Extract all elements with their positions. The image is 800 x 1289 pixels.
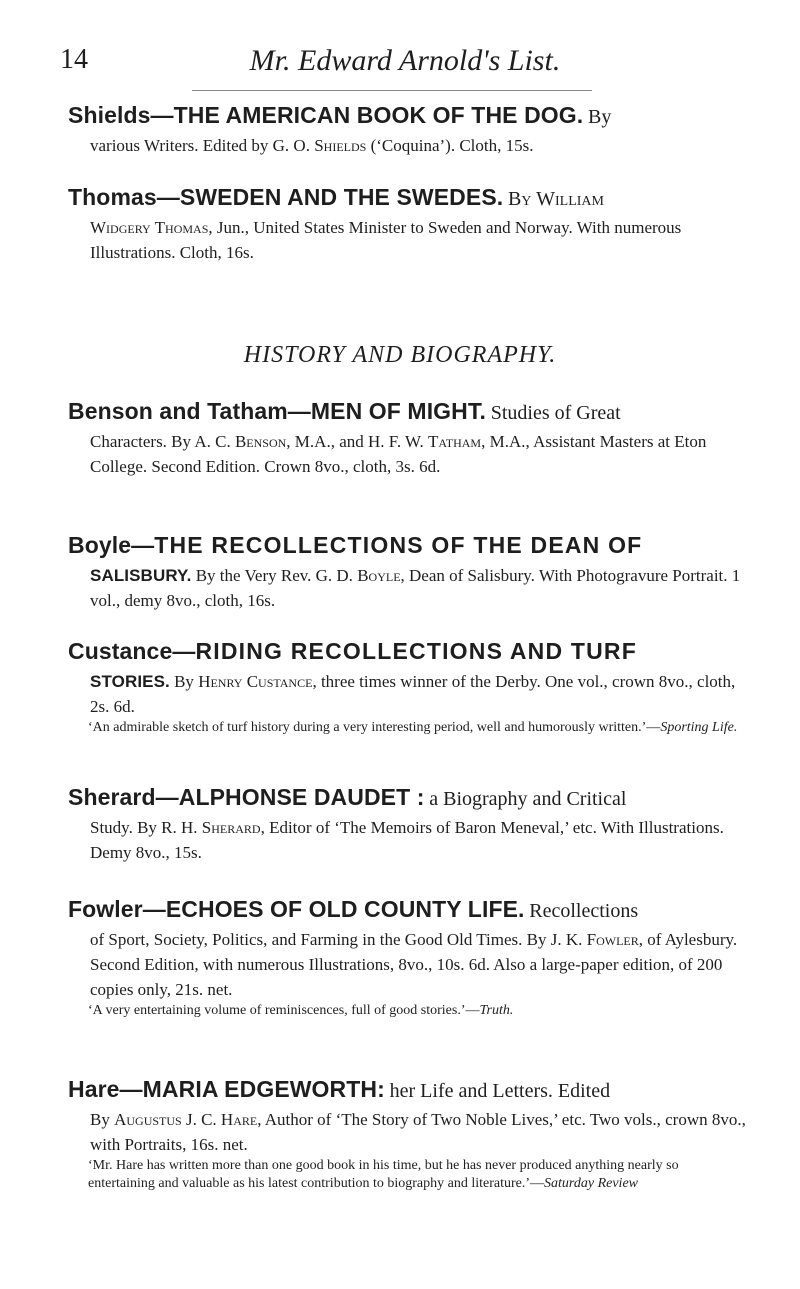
entry-description: By Augustus J. C. Hare, Author of ‘The Story of Two Noble Lives,’ etc. Two vols., crown 8vo., with Portraits, 16s. net. [90,1110,746,1154]
entry-description: Study. By R. H. Sherard, Editor of ‘The Memoirs of Baron Meneval,’ etc. With Illustrations. Demy 8vo., 15s. [90,818,724,862]
entry-heading [68,782,748,815]
entry-title: ALPHONSE DAUDET : [178,784,425,810]
entry-heading-tail: Recollections [529,900,639,922]
entry-title: RIDING RECOLLECTIONS AND TURF [195,638,637,664]
entry-heading-tail: By [588,106,612,128]
entry-description: various Writers. Edited by G. O. Shields (‘Coquina’). Cloth, 15s. [90,136,534,155]
press-source: Truth. [479,1003,514,1018]
entry-description: of Sport, Society, Politics, and Farming in the Good Old Times. By J. K. Fowler, of Aylesbury. Second Edition, with numerous Illustrations, 8vo., 10s. 6d. Also a large-paper edition, of 200 copies only, 21s. net. [90,930,738,999]
press-quote: ‘Mr. Hare has written more than one good book in his time, but he has never produced anything nearly so entertaining and valuable as his latest contribution to biography and literature.’—Saturday Review [88,1158,679,1191]
entry-author: Shields— [68,102,174,128]
entry-description: Characters. By A. C. Benson, M.A., and H. F. W. Tatham, M.A., Assistant Masters at Eton College. Second Edition. Crown 8vo., cloth, 3s. 6d. [90,432,707,476]
running-title: Mr. Edward Arnold's List. [249,44,561,77]
entry-heading [68,636,748,669]
entry-title-continued: SALISBURY. [90,566,192,585]
press-quote: ‘An admirable sketch of turf history during a very interesting period, well and humorously written.’—Sporting Life. [88,720,738,735]
press-quote: ‘A very entertaining volume of reminiscences, full of good stories.’—Truth. [88,1003,514,1018]
book-entry-fowler [68,894,748,1020]
entry-heading-tail: a Biography and Critical [429,788,627,810]
book-entry-shields [68,100,748,158]
book-entry-custance [68,636,748,737]
entry-author: Benson and Tatham— [68,398,311,424]
entry-title: THE RECOLLECTIONS OF THE DEAN OF [154,532,643,558]
entry-author: Boyle— [68,532,155,558]
section-title: HISTORY AND BIOGRAPHY. [243,342,557,368]
page-number: 14 [60,44,88,75]
entry-heading [68,182,748,215]
entry-heading-tail: By William [508,188,604,210]
entry-heading [68,1074,748,1107]
entry-description: SALISBURY. By the Very Rev. G. D. Boyle, Dean of Salisbury. With Photogravure Portrait. 1 vol., demy 8vo., cloth, 16s. [90,566,741,610]
entry-heading-tail: her Life and Letters. Edited [389,1080,611,1102]
book-entry-benson-tatham [68,396,748,479]
press-source: Sporting Life. [660,720,738,735]
entry-title-continued: STORIES. [90,672,170,691]
entry-author: Custance— [68,638,196,664]
entry-heading [68,100,748,133]
book-entry-sherard [68,782,748,865]
page-header [60,44,750,88]
entry-title: SWEDEN AND THE SWEDES. [179,184,504,210]
entry-author: Sherard— [68,784,179,810]
entry-heading [68,894,748,927]
entry-title: THE AMERICAN BOOK OF THE DOG. [173,102,584,128]
book-entry-boyle [68,530,748,613]
entry-heading [68,530,748,563]
entry-author: Thomas— [68,184,180,210]
book-entry-hare [68,1074,748,1193]
book-entry-thomas [68,182,748,265]
entry-author: Hare— [68,1076,143,1102]
entry-author: Fowler— [68,896,166,922]
entry-title: MARIA EDGEWORTH: [142,1076,385,1102]
entry-title: MEN OF MIGHT. [310,398,486,424]
header-rule [192,90,592,91]
entry-heading-tail: Studies of Great [490,402,621,424]
entry-description: Widgery Thomas, Jun., United States Minister to Sweden and Norway. With numerous Illustrations. Cloth, 16s. [90,218,682,262]
entry-title: ECHOES OF OLD COUNTY LIFE. [165,896,525,922]
entry-heading [68,396,748,429]
press-source: Saturday Review [544,1176,638,1191]
entry-description: STORIES. By Henry Custance, three times winner of the Derby. One vol., crown 8vo., cloth, 2s. 6d. [90,672,736,716]
